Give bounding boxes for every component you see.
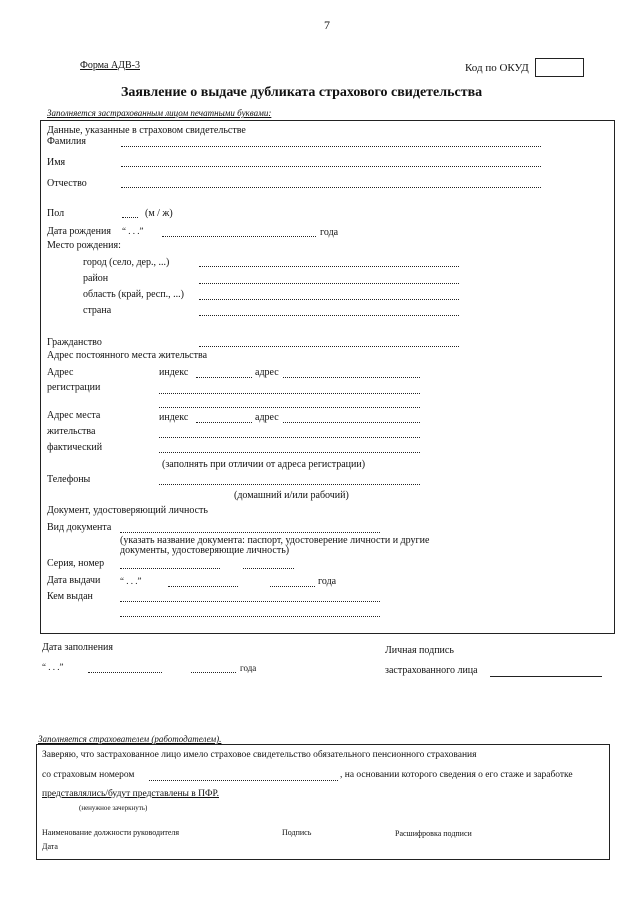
employer-section [36,744,610,860]
act-index-label: индекс [159,412,189,423]
act-address-label-2: жительства [47,426,96,437]
head-signature-label: Подпись [282,828,312,837]
doc-type-label: Вид документа [47,522,112,533]
reg-index-label: индекс [159,367,189,378]
city-field[interactable] [199,266,459,267]
sex-field[interactable] [122,217,138,218]
doc-type-field[interactable] [120,532,380,533]
insured-fill-note: Заполняется застрахованным лицом печатными буквами: [47,108,272,118]
district-field[interactable] [199,283,459,284]
issued-by-label: Кем выдан [47,591,93,602]
issue-date-label: Дата выдачи [47,575,101,586]
okud-code-field[interactable] [535,58,584,77]
act-address-hint: (заполнять при отличии от адреса регистрации) [162,459,366,470]
signature-label-1: Личная подпись [385,645,454,656]
act-address-label-1: Адрес места [47,410,101,421]
employer-text-2-suffix: , на основании которого сведения о его стаже и заработке [340,770,573,780]
insurance-number-field[interactable] [149,780,338,781]
issue-date-day[interactable]: “ . . .” [120,576,142,586]
issue-date-year-word: года [318,576,337,587]
employer-date-label: Дата [42,842,58,851]
reg-address-label-1: Адрес [47,367,74,378]
city-label: город (село, дер., ...) [83,257,170,268]
district-label: район [83,273,109,284]
reg-address-word: адрес [255,367,279,378]
act-address-label-3: фактический [47,442,103,453]
name-field[interactable] [121,166,541,167]
issue-date-month-field[interactable] [168,586,238,587]
name-label: Имя [47,157,66,168]
employer-text-3: представлялись/будут представлены в ПФР. [42,789,219,799]
employer-text-2-prefix: со страховым номером [42,770,135,780]
phones-field[interactable] [159,484,420,485]
surname-label: Фамилия [47,136,86,147]
series-field[interactable] [120,568,220,569]
doc-type-hint-1: (указать название документа: паспорт, удостоверение личности и другие [120,535,430,546]
issued-by-field-2[interactable] [120,616,380,617]
page-number: 7 [324,18,330,32]
reg-address-label-2: регистрации [47,382,101,393]
country-field[interactable] [199,315,459,316]
citizenship-field[interactable] [199,346,459,347]
doc-type-hint-2: документы, удостоверяющие личность) [120,545,290,556]
strike-hint: (ненужное зачеркнуть) [79,804,148,812]
region-label: область (край, респ., ...) [83,289,184,300]
birth-date-month-year-field[interactable] [162,236,316,237]
act-address-word: адрес [255,412,279,423]
permanent-address-header: Адрес постоянного места жительства [47,350,208,361]
phones-hint: (домашний и/или рабочий) [234,490,349,501]
region-field[interactable] [199,299,459,300]
patronymic-field[interactable] [121,187,541,188]
certificate-data-header: Данные, указанные в страховом свидетельстве [47,125,246,136]
employer-text-1: Заверяю, что застрахованное лицо имело страховое свидетельство обязательного пенсионного страхования [42,750,477,760]
fill-date-day[interactable]: “ . . .” [42,662,64,672]
birth-place-label: Место рождения: [47,240,121,251]
citizenship-label: Гражданство [47,337,102,348]
form-code: Форма АДВ-3 [80,60,140,71]
signature-label-2: застрахованного лица [385,665,478,676]
reg-index-field[interactable] [196,377,252,378]
fill-date-month-field[interactable] [88,672,162,673]
insured-signature-field[interactable] [490,676,602,677]
reg-address-field-3[interactable] [159,407,420,408]
form-title: Заявление о выдаче дубликата страхового свидетельства [121,85,483,100]
act-address-field-1[interactable] [283,422,420,423]
fill-date-label: Дата заполнения [42,642,113,653]
issued-by-field-1[interactable] [120,601,380,602]
surname-field[interactable] [121,146,541,147]
act-address-field-2[interactable] [159,437,420,438]
okud-label: Код по ОКУД [465,62,529,74]
country-label: страна [83,305,112,316]
signature-decode-label: Расшифровка подписи [395,829,472,838]
reg-address-field-2[interactable] [159,393,420,394]
fill-date-year-field[interactable] [191,672,236,673]
birth-date-day[interactable]: “ . . .” [122,226,144,236]
series-number-label: Серия, номер [47,558,105,569]
reg-address-field-1[interactable] [283,377,420,378]
sex-hint: (м / ж) [145,208,173,219]
fill-date-year-word: года [240,663,257,673]
birth-date-label: Дата рождения [47,226,111,237]
employer-fill-note: Заполняется страхователем (работодателем). [38,734,222,744]
id-document-header: Документ, удостоверяющий личность [47,505,208,516]
sex-label: Пол [47,208,65,219]
act-index-field[interactable] [196,422,252,423]
issue-date-year-field[interactable] [270,586,315,587]
act-address-field-3[interactable] [159,452,420,453]
head-position-label: Наименование должности руководителя [42,828,180,837]
birth-date-year-word: года [320,227,339,238]
phones-label: Телефоны [47,474,91,485]
number-field[interactable] [243,568,294,569]
patronymic-label: Отчество [47,178,87,189]
